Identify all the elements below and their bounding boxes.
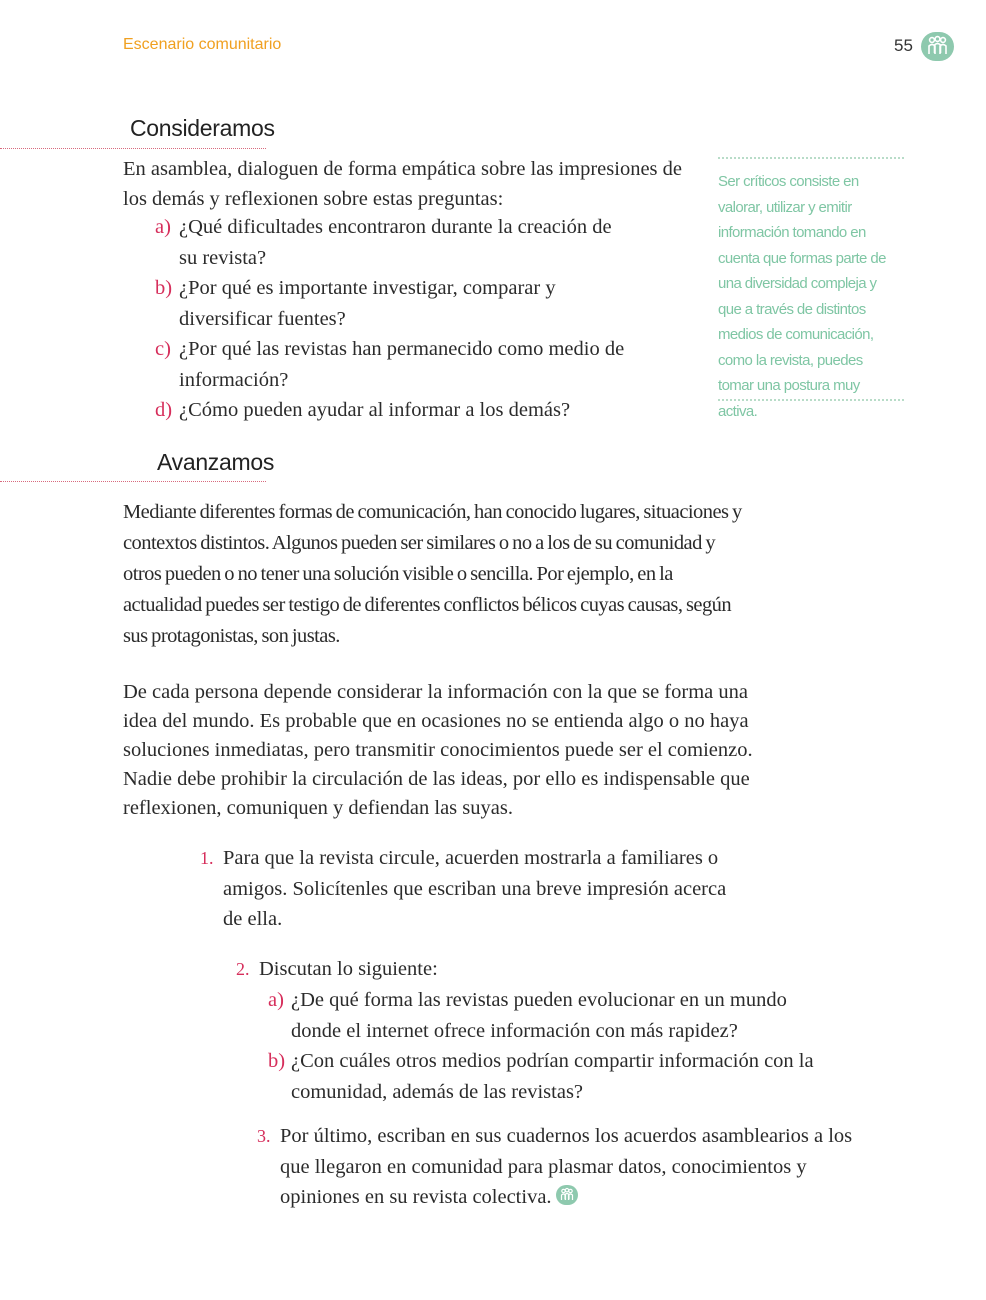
consideramos-divider: [0, 148, 266, 149]
consideramos-heading: Consideramos: [130, 115, 275, 141]
step-marker: 1.: [200, 848, 214, 868]
step-text: Por último, escriban en sus cuadernos los acuerdos asamblearios a los que llegaron en comunidad para plasmar datos, conocimientos y opiniones en su revista colectiva.: [280, 1125, 853, 1208]
section-title: Escenario comunitario: [123, 36, 282, 53]
subitem-marker: a): [268, 989, 284, 1011]
avanzamos-paragraph-1: Mediante diferentes formas de comunicación, han conocido lugares, situaciones y contextos distintos. Algunos pueden ser similares o no a los de su comunidad y otros pueden o no tener una solución visible o sencilla. Por ejemplo, en la actualidad puedes ser testigo de diferentes conflictos bélicos cuyas causas, según sus protagonistas, son justas.: [123, 501, 742, 647]
question-text: ¿Por qué es importante investigar, comparar y diversificar fuentes?: [179, 277, 556, 330]
avanzamos-paragraph-2: De cada persona depende considerar la información con la que se forma una idea del mundo. Es probable que en ocasiones no se entienda algo o no haya soluciones inmediatas, pero transmitir conocimientos puede ser el comienzo. Nadie debe prohibir la circulación de las ideas, por ello es indispensable que reflexionen, comuniquen y defiendan las suyas.: [123, 681, 753, 819]
question-marker: d): [155, 399, 173, 421]
community-figures-icon: [921, 32, 954, 61]
avanzamos-heading: Avanzamos: [157, 449, 275, 475]
question-text: ¿Por qué las revistas han permanecido como medio de información?: [179, 338, 625, 391]
question-text: ¿Cómo pueden ayudar al informar a los demás?: [179, 399, 571, 421]
step-marker: 2.: [236, 959, 250, 979]
sidebar-note: [718, 157, 904, 420]
step-marker: 3.: [257, 1126, 271, 1146]
step-text-wrap: [280, 1121, 862, 1213]
sidebar-note-text: Ser críticos consiste en valorar, utilizar y emitir información tomando en cuenta que formas parte de una diversidad compleja y que a través de distintos medios de comunicación, como la revista, puedes tomar una postura muy activa.: [718, 173, 886, 420]
subitem-text: ¿De qué forma las revistas pueden evolucionar en un mundo donde el internet ofrece información con más rapidez?: [291, 989, 787, 1042]
subitem-text: ¿Con cuáles otros medios podrían compartir información con la comunidad, además de las revistas?: [291, 1050, 814, 1103]
page-number: 55: [894, 36, 913, 55]
subitem-marker: b): [268, 1050, 286, 1072]
question-marker: a): [155, 216, 171, 238]
question-marker: b): [155, 277, 173, 299]
avanzamos-divider: [0, 481, 266, 482]
step-text: Discutan lo siguiente:: [259, 958, 438, 980]
step-text: Para que la revista circule, acuerden mostrarla a familiares o amigos. Solicítenles que escriban una breve impresión acerca de ella.: [223, 847, 727, 930]
question-text: ¿Qué dificultades encontraron durante la creación de su revista?: [179, 216, 612, 269]
community-figures-icon: [556, 1185, 578, 1205]
consideramos-intro: En asamblea, dialoguen de forma empática sobre las impresiones de los demás y reflexionen sobre estas preguntas:: [123, 158, 682, 210]
question-marker: c): [155, 338, 171, 360]
